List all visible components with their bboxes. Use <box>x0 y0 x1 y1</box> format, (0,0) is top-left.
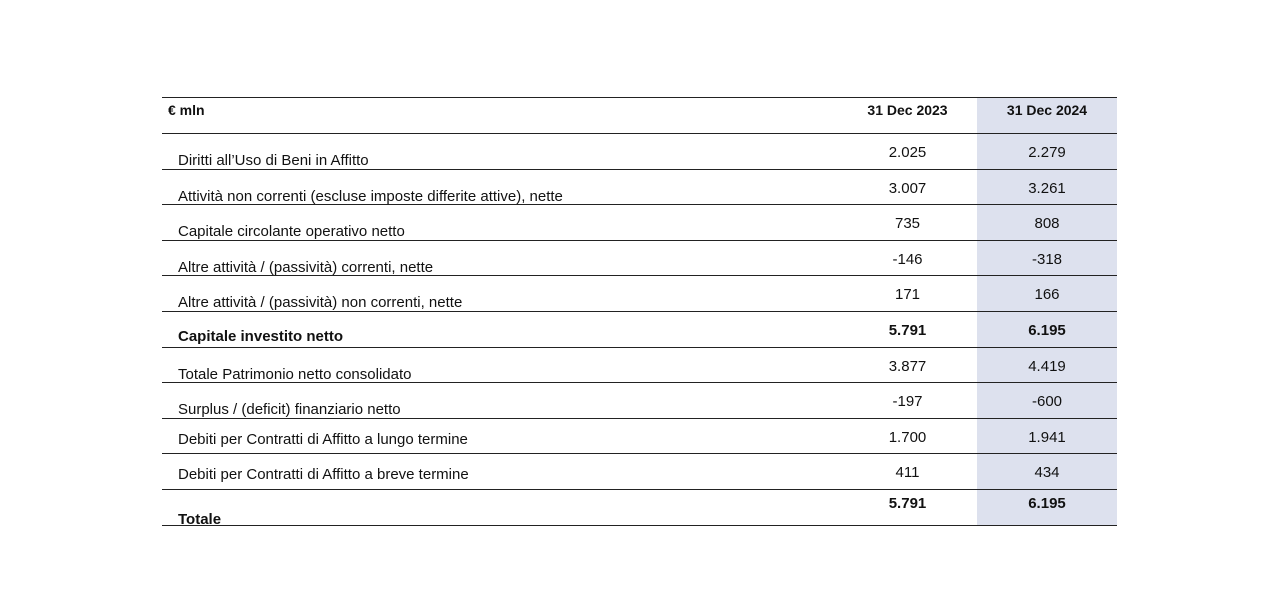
total-row <box>162 490 1117 526</box>
value-2023: 5.791 <box>888 494 927 512</box>
value-2024: 808 <box>977 205 1117 240</box>
table-row <box>162 276 1117 312</box>
table-header-row <box>162 98 1117 134</box>
table-row <box>162 241 1117 277</box>
value-2023: 171 <box>894 286 921 304</box>
table-row <box>162 383 1117 419</box>
value-2024: 3.261 <box>977 170 1117 205</box>
value-2023: -197 <box>892 393 923 411</box>
table-row <box>162 348 1117 384</box>
subtotal-row <box>162 312 1117 348</box>
table-row <box>162 205 1117 241</box>
financial-table <box>162 97 1117 526</box>
value-2024: -318 <box>977 241 1117 276</box>
row-label: Capitale investito netto <box>178 327 344 345</box>
value-2024: 6.195 <box>977 490 1117 525</box>
header-col-2023: 31 Dec 2023 <box>867 102 948 118</box>
value-2023: 735 <box>894 215 921 233</box>
value-2023: 411 <box>895 464 920 482</box>
value-2023: 5.791 <box>888 321 927 339</box>
row-label: Totale Patrimonio netto consolidato <box>178 365 412 383</box>
value-2023: 3.877 <box>888 357 927 375</box>
table-row <box>162 170 1117 206</box>
value-2024: 6.195 <box>977 312 1117 347</box>
row-label: Diritti all’Uso di Beni in Affitto <box>178 152 369 169</box>
row-label: Capitale circolante operativo netto <box>178 223 405 241</box>
row-label: Altre attività / (passività) correnti, nette <box>178 258 434 276</box>
value-2023: 1.700 <box>888 428 927 446</box>
row-label: Attività non correnti (escluse imposte differite attive), nette <box>178 187 563 205</box>
table-row <box>162 454 1117 490</box>
value-2023: 2.025 <box>888 144 927 161</box>
value-2023: 3.007 <box>888 179 927 197</box>
row-label: Debiti per Contratti di Affitto a lungo termine <box>178 430 468 448</box>
table-row <box>162 134 1117 170</box>
value-2023: -146 <box>892 250 923 268</box>
value-2024: 1.941 <box>977 419 1117 454</box>
row-label: Debiti per Contratti di Affitto a breve termine <box>178 466 469 484</box>
value-2024: 2.279 <box>977 134 1117 169</box>
value-2024: 4.419 <box>977 348 1117 383</box>
value-2024: 434 <box>977 454 1117 489</box>
row-label: Totale <box>178 510 222 528</box>
row-label: Altre attività / (passività) non correnti, nette <box>178 294 463 312</box>
value-2024: -600 <box>977 383 1117 418</box>
value-2024: 166 <box>977 276 1117 311</box>
table-row <box>162 419 1117 455</box>
header-col-2024: 31 Dec 2024 <box>977 98 1117 133</box>
header-label-unit: € mln <box>168 102 205 118</box>
row-label: Surplus / (deficit) finanziario netto <box>178 401 401 419</box>
